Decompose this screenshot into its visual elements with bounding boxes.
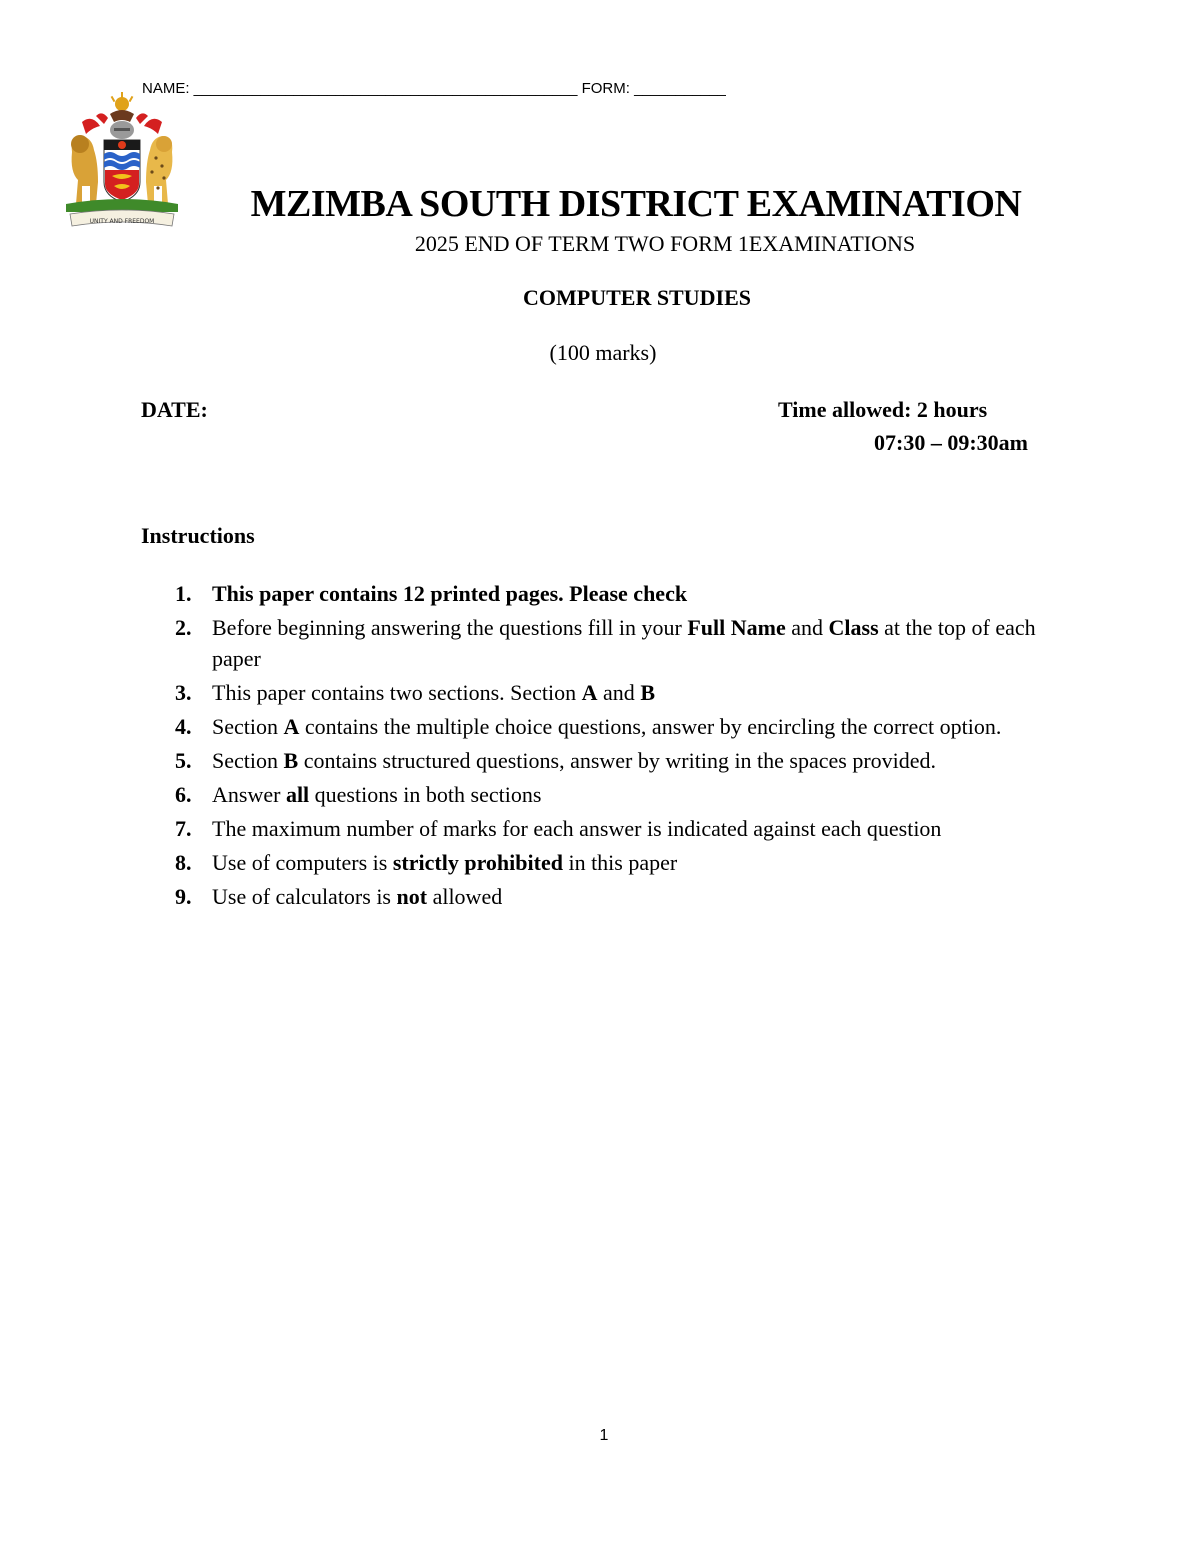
instruction-text: This paper contains 12 printed pages. Please check xyxy=(212,581,688,606)
instruction-number: 4. xyxy=(175,714,192,739)
instruction-number: 7. xyxy=(175,816,192,841)
instruction-text: A xyxy=(581,680,598,705)
instruction-number: 2. xyxy=(175,615,192,640)
exam-title: MZIMBA SOUTH DISTRICT EXAMINATION xyxy=(250,183,1022,225)
time-allowed: Time allowed: 2 hours xyxy=(778,397,988,422)
instruction-item xyxy=(175,813,1055,844)
exam-total-marks: (100 marks) xyxy=(549,340,657,365)
date-label: DATE: xyxy=(141,397,208,422)
instruction-text: not xyxy=(396,884,428,909)
instruction-text: and xyxy=(597,680,641,705)
instruction-text: Answer xyxy=(212,782,286,807)
instruction-text: in this paper xyxy=(562,850,678,875)
instruction-item xyxy=(175,745,1055,776)
instruction-item xyxy=(175,677,1055,708)
instruction-text: Full Name xyxy=(687,615,786,640)
instructions-heading: Instructions xyxy=(141,523,255,548)
instruction-text: all xyxy=(285,782,310,807)
instruction-item xyxy=(175,881,1055,912)
exam-subject: COMPUTER STUDIES xyxy=(523,285,751,310)
instruction-item xyxy=(175,779,1055,810)
instruction-text: and xyxy=(785,615,829,640)
instruction-number: 3. xyxy=(175,680,192,705)
instruction-item xyxy=(175,612,1055,674)
instruction-number: 8. xyxy=(175,850,192,875)
instruction-text: B xyxy=(640,680,655,705)
instruction-text: contains the multiple choice questions, answer by encircling the correct option. xyxy=(299,714,1002,739)
instruction-text: A xyxy=(283,714,300,739)
instruction-text: Section xyxy=(212,714,284,739)
instruction-item xyxy=(175,578,1055,609)
instruction-text: questions in both sections xyxy=(309,782,542,807)
instructions-list xyxy=(175,578,1055,915)
time-range: 07:30 – 09:30am xyxy=(874,430,1028,455)
instruction-text: The maximum number of marks for each answer is indicated against each question xyxy=(212,816,942,841)
instruction-text: Class xyxy=(828,615,879,640)
instruction-number: 5. xyxy=(175,748,192,773)
instruction-text: This paper contains two sections. Section xyxy=(212,680,582,705)
instruction-text: Section xyxy=(212,748,284,773)
instruction-text: B xyxy=(283,748,299,773)
instruction-number: 6. xyxy=(175,782,192,807)
instruction-text: Use of computers is xyxy=(212,850,393,875)
instruction-item xyxy=(175,847,1055,878)
instruction-number: 1. xyxy=(175,581,192,606)
instruction-number: 9. xyxy=(175,884,192,909)
svg-text:UNITY AND FREEDOM: UNITY AND FREEDOM xyxy=(89,218,155,225)
instruction-text: Use of calculators is xyxy=(212,884,397,909)
instruction-text: at the top of each paper xyxy=(212,615,1036,671)
page-number: 1 xyxy=(599,1427,609,1444)
instruction-text: allowed xyxy=(427,884,503,909)
instruction-text: strictly prohibited xyxy=(392,850,563,875)
name-form-line: NAME: ______________________________________________ FORM: ___________ xyxy=(142,80,726,97)
instruction-item xyxy=(175,711,1055,742)
instruction-text: Before beginning answering the questions fill in your xyxy=(212,615,688,640)
instruction-text: contains structured questions, answer by writing in the spaces provided. xyxy=(298,748,937,773)
exam-subtitle: 2025 END OF TERM TWO FORM 1EXAMINATIONS xyxy=(414,231,916,256)
